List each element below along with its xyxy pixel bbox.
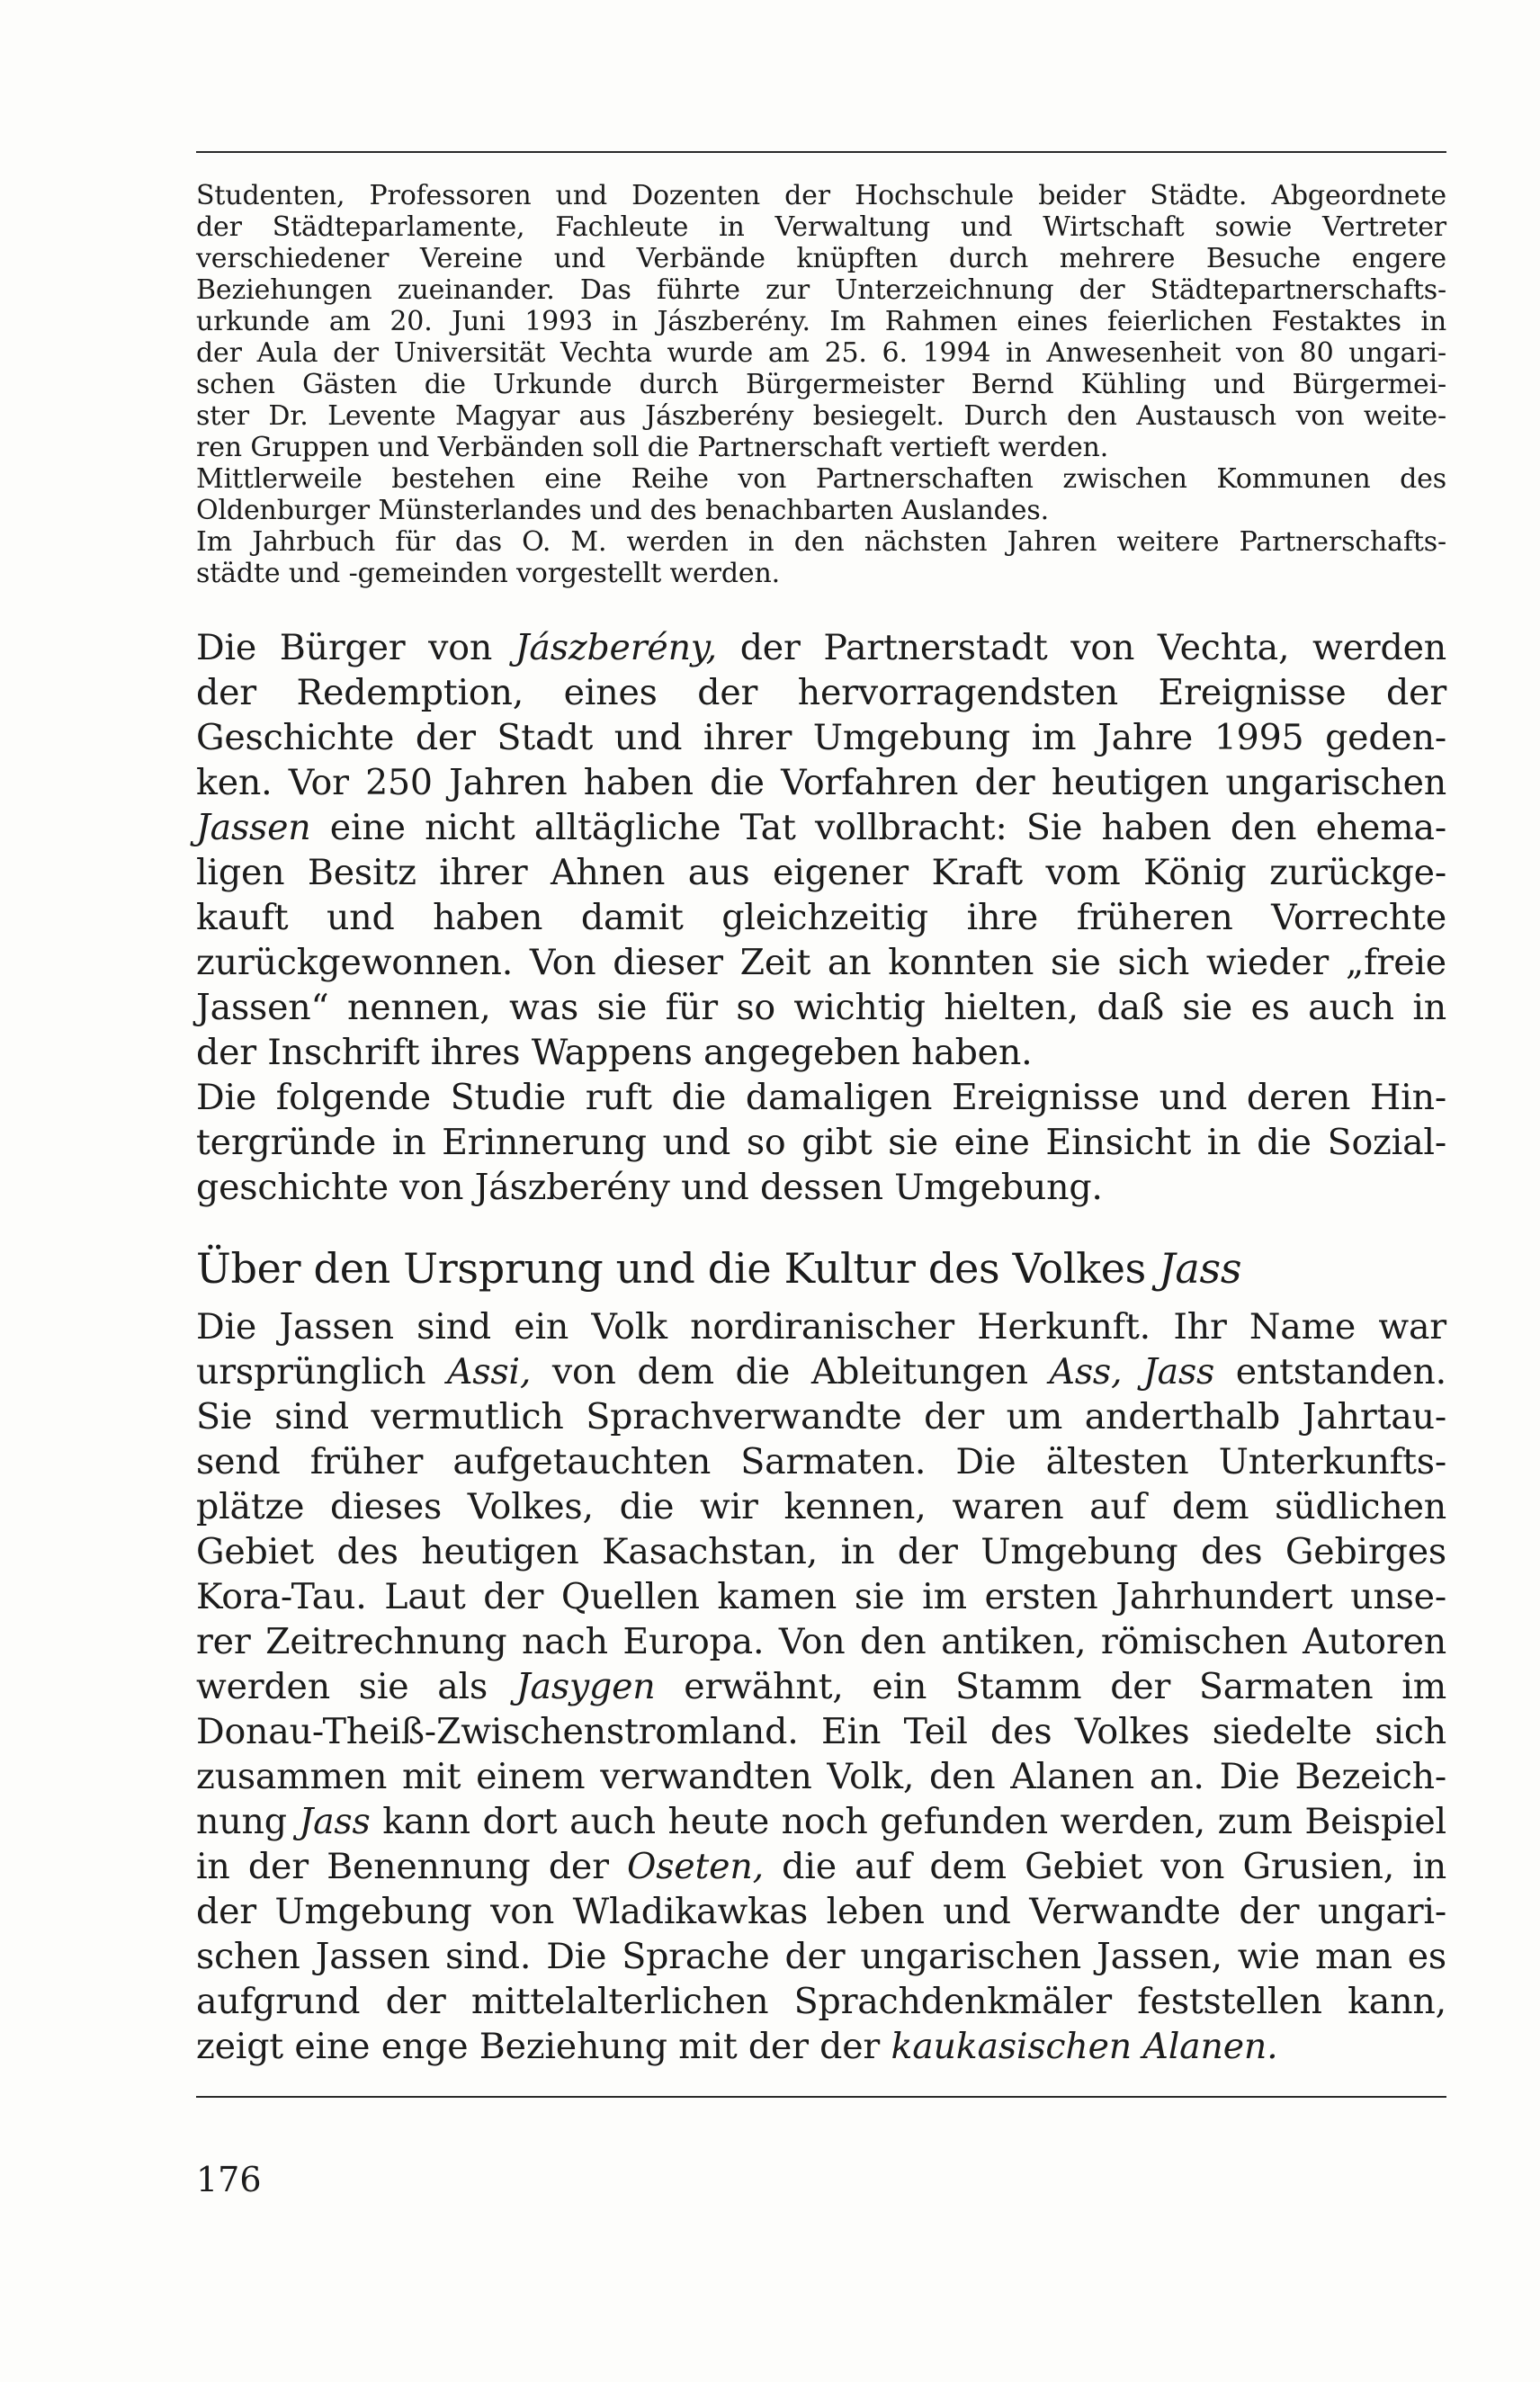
text-line: ligen Besitz ihrer Ahnen aus eigener Kraft vom König zurückge-	[196, 852, 1446, 893]
text-line: schen Gästen die Urkunde durch Bürgermeister Bernd Kühling und Bürgermei-	[196, 369, 1446, 400]
text-line: ren Gruppen und Verbänden soll die Partnerschaft vertieft werden.	[196, 432, 1109, 463]
text-line: Studenten, Professoren und Dozenten der Hochschule beider Städte. Abgeordnete	[196, 180, 1446, 211]
text-line: send früher aufgetauchten Sarmaten. Die ältesten Unterkunfts-	[196, 1441, 1446, 1482]
emphasis: Jasygen	[515, 1666, 656, 1707]
emphasis: Jászberény,	[515, 627, 718, 668]
bottom-rule	[196, 2096, 1446, 2098]
section-heading: Über den Ursprung und die Kultur des Volkes Jass	[196, 1244, 1242, 1293]
text-line: zurückgewonnen. Von dieser Zeit an konnten sie sich wieder „freie	[196, 942, 1446, 983]
emphasis: Assi,	[446, 1351, 532, 1392]
text-line: verschiedener Vereine und Verbände knüpften durch mehrere Besuche engere	[196, 243, 1446, 274]
main-paragraph-origin	[196, 1304, 1446, 2069]
text-line: tergründe in Erinnerung und so gibt sie eine Einsicht in die Sozial-	[196, 1122, 1446, 1163]
text-line: in der Benennung der Oseten, die auf dem Gebiet von Grusien, in	[196, 1846, 1446, 1887]
text-line: ursprünglich Assi, von dem die Ableitungen Ass, Jass entstanden.	[196, 1351, 1446, 1392]
text-line: Jassen“ nennen, was sie für so wichtig hielten, daß sie es auch in	[196, 987, 1446, 1028]
text-line: ster Dr. Levente Magyar aus Jászberény besiegelt. Durch den Austausch von weite-	[196, 400, 1446, 432]
emphasis: Jass	[299, 1801, 371, 1842]
text-line: plätze dieses Volkes, die wir kennen, waren auf dem südlichen	[196, 1486, 1446, 1527]
top-rule	[196, 151, 1446, 153]
text-line: zusammen mit einem verwandten Volk, den Alanen an. Die Bezeich-	[196, 1756, 1446, 1797]
text-line: Donau-Theiß-Zwischenstromland. Ein Teil des Volkes siedelte sich	[196, 1711, 1446, 1752]
text-line: kauft und haben damit gleichzeitig ihre früheren Vorrechte	[196, 897, 1446, 938]
text-line: Die Jassen sind ein Volk nordiranischer Herkunft. Ihr Name war	[196, 1306, 1446, 1348]
text-line: der Umgebung von Wladikawkas leben und Verwandte der ungari-	[196, 1891, 1446, 1932]
intro-paragraph	[196, 180, 1446, 589]
text-line: Im Jahrbuch für das O. M. werden in den nächsten Jahren weitere Partnerschafts-	[196, 526, 1446, 558]
text-line: der Städteparlamente, Fachleute in Verwaltung und Wirtschaft sowie Vertreter	[196, 211, 1446, 243]
text-line: der Inschrift ihres Wappens angegeben haben.	[196, 1032, 1033, 1073]
text-line: nung Jass kann dort auch heute noch gefunden werden, zum Beispiel	[196, 1801, 1446, 1842]
text-line: ken. Vor 250 Jahren haben die Vorfahren der heutigen ungarischen	[196, 762, 1446, 803]
text-line: Kora-Tau. Laut der Quellen kamen sie im ersten Jahrhundert unse-	[196, 1576, 1446, 1617]
emphasis: kaukasischen Alanen.	[891, 2026, 1278, 2067]
text-line: aufgrund der mittelalterlichen Sprachdenkmäler feststellen kann,	[196, 1981, 1446, 2022]
text-line: der Redemption, eines der hervorragendsten Ereignisse der	[196, 672, 1446, 713]
emphasis: Jass	[1159, 1244, 1242, 1293]
text-line: werden sie als Jasygen erwähnt, ein Stamm der Sarmaten im	[196, 1666, 1446, 1707]
text-line: geschichte von Jászberény und dessen Umgebung.	[196, 1167, 1103, 1208]
text-line: zeigt eine enge Beziehung mit der der kaukasischen Alanen.	[196, 2026, 1278, 2067]
text-line: Beziehungen zueinander. Das führte zur Unterzeichnung der Städtepartnerschafts-	[196, 274, 1446, 306]
text-line: Mittlerweile bestehen eine Reihe von Partnerschaften zwischen Kommunen des	[196, 463, 1446, 495]
page-number: 176	[196, 2160, 262, 2199]
text-line: der Aula der Universität Vechta wurde am 25. 6. 1994 in Anwesenheit von 80 ungari-	[196, 337, 1446, 369]
text-line: städte und -gemeinden vorgestellt werden.	[196, 558, 781, 589]
text-line: Die Bürger von Jászberény, der Partnerstadt von Vechta, werden	[196, 627, 1446, 668]
text-line: Oldenburger Münsterlandes und des benachbarten Auslandes.	[196, 495, 1049, 526]
text-line: Geschichte der Stadt und ihrer Umgebung im Jahre 1995 geden-	[196, 717, 1446, 758]
text-line: Gebiet des heutigen Kasachstan, in der Umgebung des Gebirges	[196, 1531, 1446, 1572]
text-line: Sie sind vermutlich Sprachverwandte der um anderthalb Jahrtau-	[196, 1396, 1446, 1437]
main-paragraph-redemption	[196, 625, 1446, 1210]
text-line: Die folgende Studie ruft die damaligen Ereignisse und deren Hin-	[196, 1077, 1446, 1118]
text-line: urkunde am 20. Juni 1993 in Jászberény. Im Rahmen eines feierlichen Festaktes in	[196, 306, 1446, 337]
emphasis: Ass, Jass	[1049, 1351, 1215, 1392]
text-line: rer Zeitrechnung nach Europa. Von den antiken, römischen Autoren	[196, 1621, 1446, 1662]
emphasis: Jassen	[196, 807, 311, 848]
emphasis: Oseten,	[627, 1846, 764, 1887]
text-line: Jassen eine nicht alltägliche Tat vollbracht: Sie haben den ehema-	[196, 807, 1446, 848]
text-line: schen Jassen sind. Die Sprache der ungarischen Jassen, wie man es	[196, 1936, 1446, 1977]
